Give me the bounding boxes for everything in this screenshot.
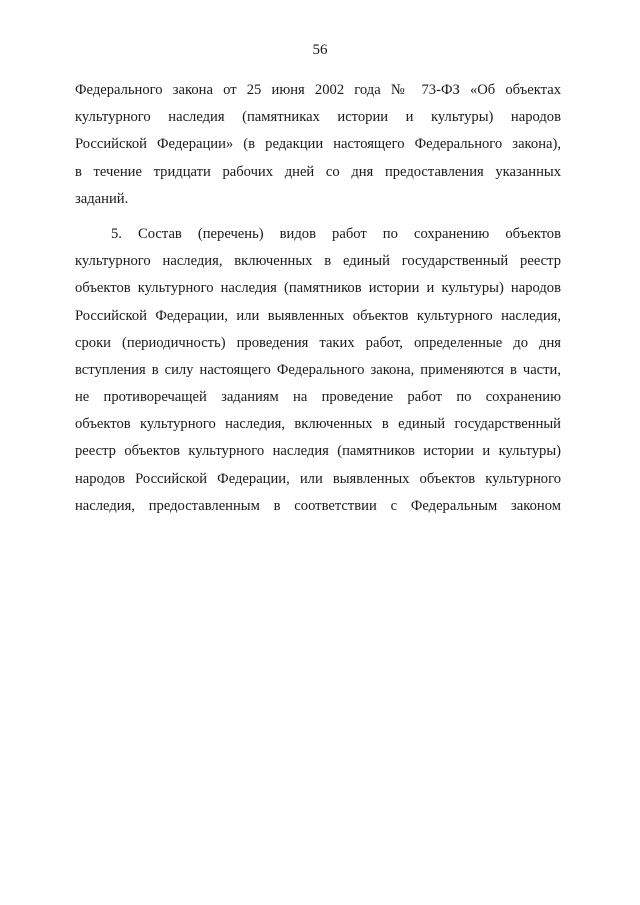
text-line: наследия, предоставленным в соответствии с Федеральным законом <box>75 497 561 514</box>
text-line: вступления в силу настоящего Федерального закона, применяются в части, <box>75 361 561 378</box>
text-line: 5. Состав (перечень) видов работ по сохранению объектов <box>111 225 561 242</box>
paragraph-2 <box>75 221 561 520</box>
text-line: Российской Федерации, или выявленных объектов культурного наследия, <box>75 307 561 324</box>
text-line: народов Российской Федерации, или выявленных объектов культурного <box>75 470 561 487</box>
text-line: в течение тридцати рабочих дней со дня предоставления указанных <box>75 163 561 180</box>
text-line: сроки (периодичность) проведения таких работ, определенные до дня <box>75 334 561 351</box>
text-line: Российской Федерации» (в редакции настоящего Федерального закона), <box>75 136 561 153</box>
body-text <box>75 77 561 520</box>
text-line: заданий. <box>75 190 129 207</box>
page-number: 56 <box>312 42 328 58</box>
text-line: культурного наследия (памятниках истории и культуры) народов <box>75 109 561 126</box>
text-line: реестр объектов культурного наследия (памятников истории и культуры) <box>75 443 561 460</box>
text-line: культурного наследия, включенных в единый государственный реестр <box>75 253 561 270</box>
text-line: Федерального закона от 25 июня 2002 года № 73-ФЗ «Об объектах <box>75 82 561 98</box>
paragraph-1 <box>75 77 561 213</box>
text-line: объектов культурного наследия, включенных в единый государственный <box>75 416 561 433</box>
text-line: не противоречащей заданиям на проведение работ по сохранению <box>75 389 561 406</box>
text-line: объектов культурного наследия (памятников истории и культуры) народов <box>75 280 561 297</box>
